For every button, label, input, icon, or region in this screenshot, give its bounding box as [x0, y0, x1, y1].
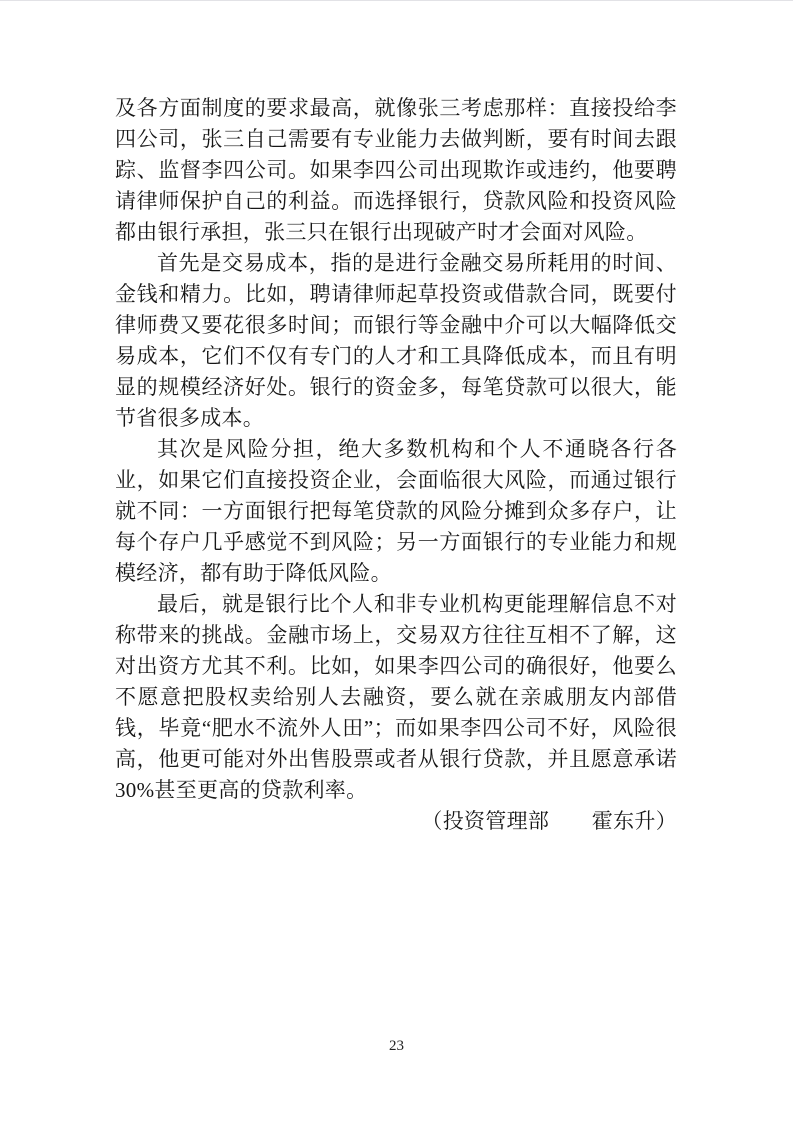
paragraph-3: 其次是风险分担，绝大多数机构和个人不通晓各行各业，如果它们直接投资企业，会面临很大风险，而通过银行就不同：一方面银行把每笔贷款的风险分摊到众多存户，让每个存户几乎感觉不到风险；另一方面银行的专业能力和规模经济，都有助于降低风险。 — [115, 437, 677, 585]
signature-line: （投资管理部 霍东升） — [421, 809, 677, 833]
article-body — [115, 93, 677, 837]
paragraph-2: 首先是交易成本，指的是进行金融交易所耗用的时间、金钱和精力。比如，聘请律师起草投资或借款合同，既要付律师费又要花很多时间；而银行等金融中介可以大幅降低交易成本，它们不仅有专门的人才和工具降低成本，而且有明显的规模经济好处。银行的资金多，每笔贷款可以很大，能节省很多成本。 — [115, 251, 677, 430]
paragraph-4: 最后，就是银行比个人和非专业机构更能理解信息不对称带来的挑战。金融市场上，交易双方往往互相不了解，这对出资方尤其不利。比如，如果李四公司的确很好，他要么不愿意把股权卖给别人去融资，要么就在亲戚朋友内部借钱，毕竟“肥水不流外人田”；而如果李四公司不好，风险很高，他更可能对外出售股票或者从银行贷款，并且愿意承诺 30%甚至更高的贷款利率。 — [115, 592, 677, 802]
page-number: 23 — [389, 1038, 404, 1054]
paragraph-1: 及各方面制度的要求最高，就像张三考虑那样：直接投给李四公司，张三自己需要有专业能力去做判断，要有时间去跟踪、监督李四公司。如果李四公司出现欺诈或违约，他要聘请律师保护自己的利益。而选择银行，贷款风险和投资风险都由银行承担，张三只在银行出现破产时才会面对风险。 — [115, 96, 677, 244]
